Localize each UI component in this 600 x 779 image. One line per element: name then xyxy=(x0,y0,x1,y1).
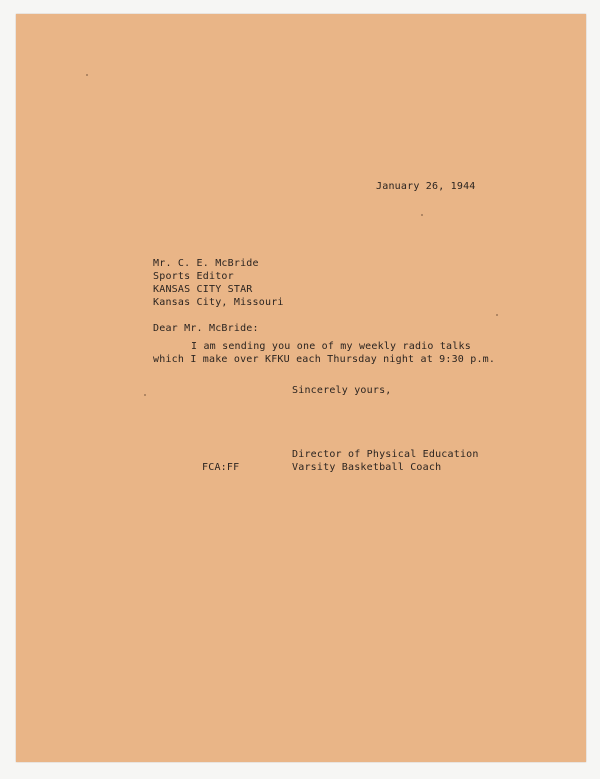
letter-date: January 26, 1944 xyxy=(376,181,476,192)
paper-speck xyxy=(421,214,423,216)
paper-speck xyxy=(496,314,498,316)
body-line: I am sending you one of my weekly radio talks xyxy=(191,341,471,352)
paper-speck xyxy=(86,74,88,76)
address-line: Mr. C. E. McBride xyxy=(153,258,259,269)
salutation: Dear Mr. McBride: xyxy=(153,323,259,334)
address-line: KANSAS CITY STAR xyxy=(153,284,253,295)
address-line: Sports Editor xyxy=(153,271,234,282)
address-line: Kansas City, Missouri xyxy=(153,297,284,308)
typist-initials: FCA:FF xyxy=(202,462,240,473)
paper-speck xyxy=(144,394,146,396)
signature-title: Varsity Basketball Coach xyxy=(292,462,442,473)
signature-title: Director of Physical Education xyxy=(292,449,479,460)
letter-page xyxy=(16,14,586,762)
closing: Sincerely yours, xyxy=(292,385,392,396)
body-line: which I make over KFKU each Thursday night at 9:30 p.m. xyxy=(153,354,496,365)
